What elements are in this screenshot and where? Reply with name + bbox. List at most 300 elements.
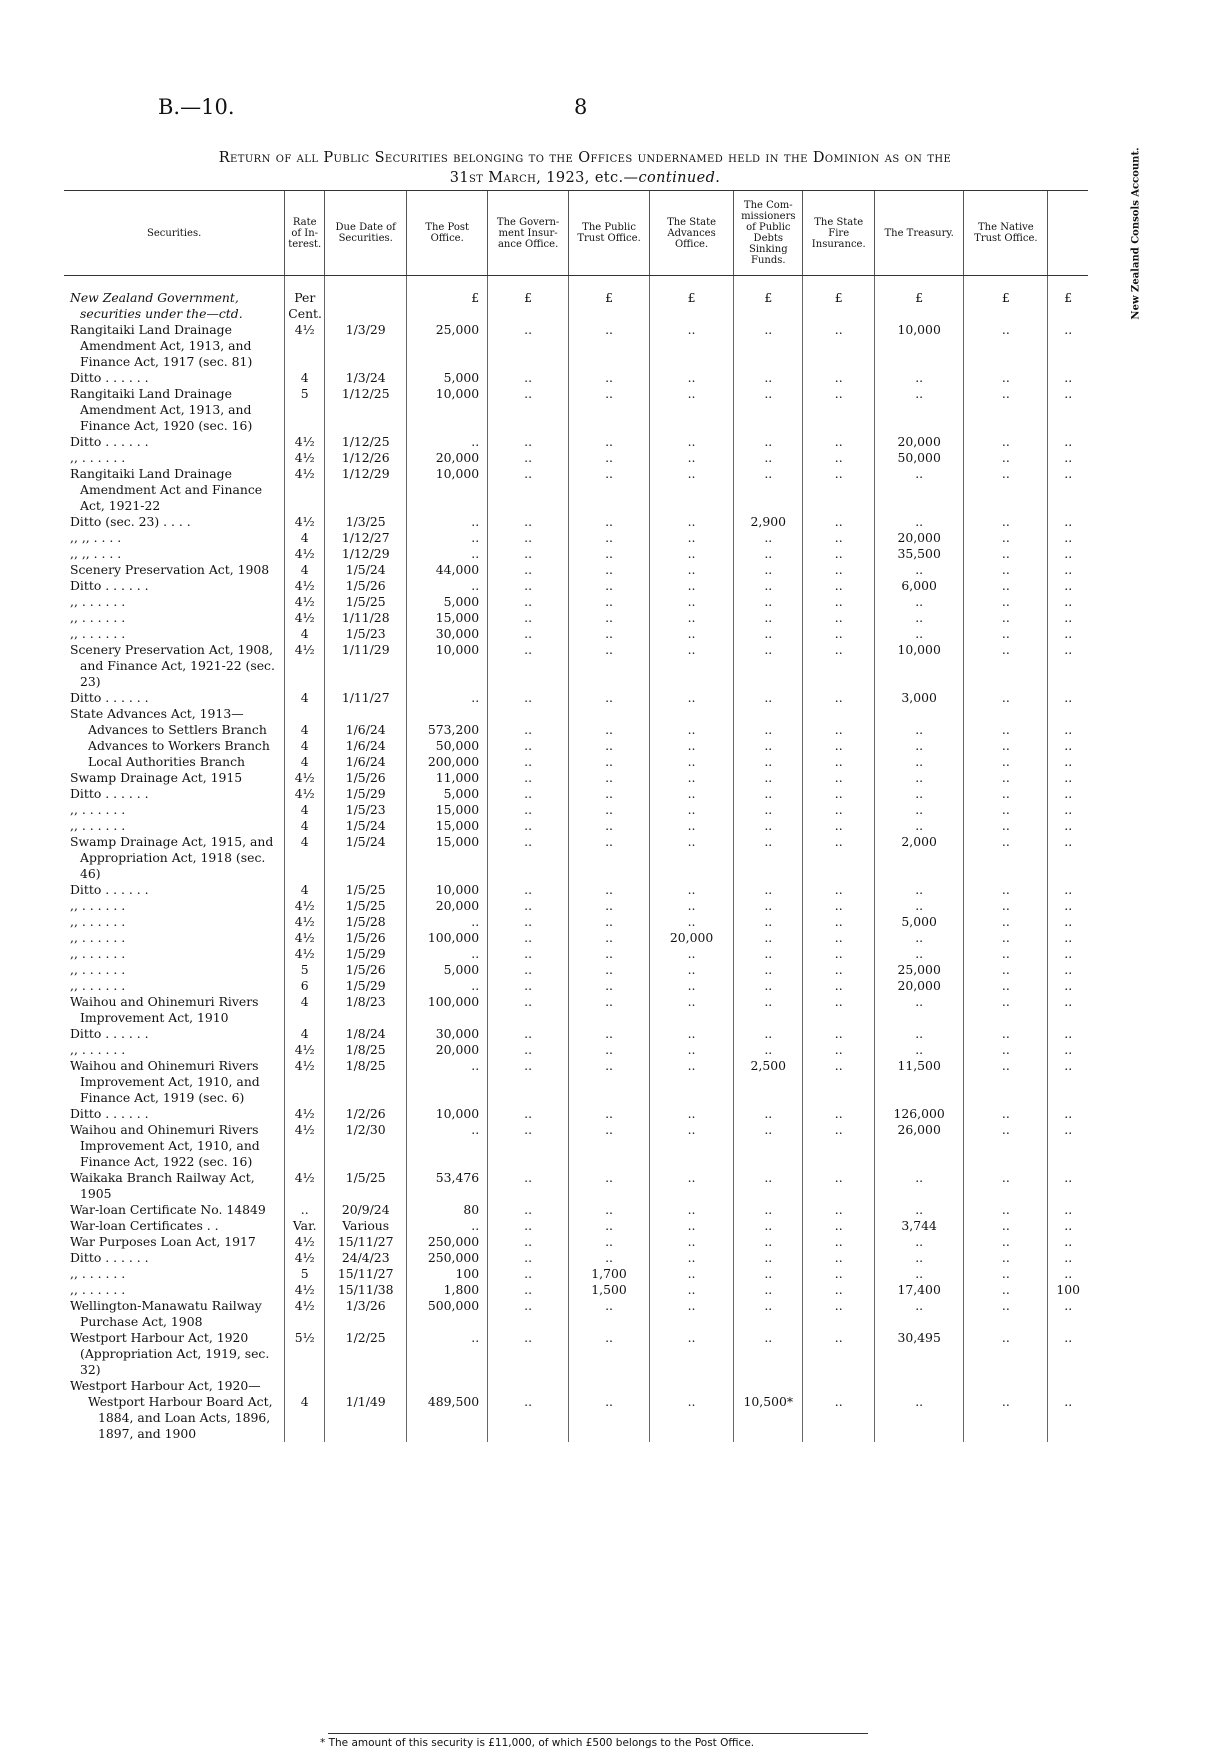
amount-cell: 10,000 — [407, 642, 488, 690]
security-name: Waihou and Ohinemuri Rivers Improvement Act, 1910 — [70, 994, 259, 1025]
due-date-cell: 1/8/25 — [325, 1058, 407, 1106]
amount-cell: .. — [964, 322, 1048, 370]
table-row — [64, 770, 1088, 786]
amount-cell: .. — [964, 722, 1048, 738]
rate-cell: 4 — [285, 690, 325, 706]
due-date-cell: 1/12/26 — [325, 450, 407, 466]
table-row — [64, 818, 1088, 834]
table-row — [64, 594, 1088, 610]
amount-cell: 20,000 — [874, 434, 963, 450]
amount-cell: .. — [650, 322, 734, 370]
amount-cell — [569, 706, 650, 722]
units-row — [64, 276, 1088, 323]
amount-cell — [734, 1378, 803, 1394]
security-name: Ditto . . . . . . — [70, 882, 149, 897]
amount-cell: .. — [650, 1106, 734, 1122]
amount-cell: .. — [964, 690, 1048, 706]
amount-cell: .. — [803, 626, 874, 642]
amount-cell: .. — [488, 1170, 569, 1202]
amount-cell: .. — [734, 1218, 803, 1234]
amount-cell: .. — [1048, 930, 1088, 946]
amount-cell: .. — [650, 786, 734, 802]
amount-cell: .. — [650, 370, 734, 386]
title-continued: continued. — [638, 170, 721, 186]
amount-cell: .. — [569, 914, 650, 930]
security-name: Ditto . . . . . . — [70, 1250, 149, 1265]
table-row — [64, 706, 1088, 722]
amount-cell: 26,000 — [874, 1122, 963, 1170]
amount-cell: .. — [488, 386, 569, 434]
amount-cell: .. — [734, 786, 803, 802]
amount-cell: .. — [488, 1250, 569, 1266]
amount-cell: .. — [650, 802, 734, 818]
amount-cell: .. — [569, 1042, 650, 1058]
amount-cell: .. — [1048, 1330, 1088, 1378]
amount-cell: .. — [650, 882, 734, 898]
due-date-cell: 1/5/25 — [325, 882, 407, 898]
amount-cell: 1,500 — [569, 1282, 650, 1298]
title-year: 1923, etc.— — [546, 170, 639, 186]
amount-cell: .. — [803, 834, 874, 882]
due-date-cell: 15/11/27 — [325, 1234, 407, 1250]
amount-cell: .. — [964, 1026, 1048, 1042]
amount-cell: .. — [803, 946, 874, 962]
table-row — [64, 386, 1088, 434]
amount-cell: .. — [734, 562, 803, 578]
amount-cell: .. — [569, 1026, 650, 1042]
amount-cell: 20,000 — [650, 930, 734, 946]
security-name: Scenery Preservation Act, 1908 — [70, 562, 270, 577]
security-name: State Advances Act, 1913— — [70, 706, 244, 721]
amount-cell: .. — [650, 450, 734, 466]
col-sinking-funds: The Com-missioners of Public Debts Sinking Funds. — [734, 191, 803, 276]
rate-cell: 4½ — [285, 786, 325, 802]
amount-cell: .. — [650, 514, 734, 530]
rate-cell: 4½ — [285, 1250, 325, 1266]
security-name: ,, . . . . . . — [70, 594, 126, 609]
rate-cell: 4½ — [285, 1122, 325, 1170]
amount-cell: .. — [1048, 1394, 1088, 1442]
amount-cell: .. — [874, 1170, 963, 1202]
unit-cell: £ — [569, 276, 650, 323]
amount-cell: .. — [488, 1058, 569, 1106]
page-title — [80, 148, 1090, 188]
amount-cell: .. — [488, 1106, 569, 1122]
due-date-cell: 1/5/24 — [325, 818, 407, 834]
amount-cell: .. — [734, 754, 803, 770]
table-row — [64, 898, 1088, 914]
amount-cell: .. — [650, 754, 734, 770]
due-date-cell: 1/5/28 — [325, 914, 407, 930]
amount-cell: 200,000 — [407, 754, 488, 770]
amount-cell: .. — [407, 978, 488, 994]
unit-cell: £ — [650, 276, 734, 323]
amount-cell: .. — [488, 546, 569, 562]
amount-cell: .. — [650, 1298, 734, 1330]
due-date-cell: 1/5/24 — [325, 834, 407, 882]
amount-cell: .. — [488, 1298, 569, 1330]
amount-cell: 15,000 — [407, 610, 488, 626]
amount-cell: 5,000 — [407, 370, 488, 386]
amount-cell: 35,500 — [874, 546, 963, 562]
amount-cell: .. — [569, 770, 650, 786]
rate-cell: 4 — [285, 818, 325, 834]
amount-cell: .. — [488, 450, 569, 466]
rate-cell: 4 — [285, 802, 325, 818]
rate-cell: 4½ — [285, 930, 325, 946]
amount-cell: .. — [1048, 1250, 1088, 1266]
security-name: Ditto . . . . . . — [70, 434, 149, 449]
amount-cell: .. — [1048, 370, 1088, 386]
amount-cell: .. — [734, 642, 803, 690]
security-name: ,, . . . . . . — [70, 978, 126, 993]
amount-cell: .. — [874, 466, 963, 514]
amount-cell: .. — [650, 466, 734, 514]
table-row — [64, 1026, 1088, 1042]
table-row — [64, 322, 1088, 370]
amount-cell: .. — [569, 1058, 650, 1106]
rate-cell — [285, 1378, 325, 1394]
table-row — [64, 722, 1088, 738]
amount-cell: .. — [874, 610, 963, 626]
amount-cell: .. — [488, 818, 569, 834]
amount-cell: .. — [569, 626, 650, 642]
table-row — [64, 1042, 1088, 1058]
due-date-cell: 15/11/27 — [325, 1266, 407, 1282]
amount-cell: .. — [1048, 530, 1088, 546]
amount-cell: .. — [803, 690, 874, 706]
amount-cell: .. — [569, 1394, 650, 1442]
rate-cell: 4 — [285, 562, 325, 578]
amount-cell: .. — [569, 610, 650, 626]
rate-cell: 4½ — [285, 1234, 325, 1250]
amount-cell: .. — [803, 994, 874, 1026]
security-name: Westport Harbour Act, 1920 (Appropriation Act, 1919, sec. 32) — [70, 1330, 270, 1377]
amount-cell: .. — [650, 1250, 734, 1266]
amount-cell: 3,744 — [874, 1218, 963, 1234]
amount-cell: .. — [803, 610, 874, 626]
amount-cell: .. — [964, 770, 1048, 786]
amount-cell — [964, 706, 1048, 722]
table-row — [64, 978, 1088, 994]
amount-cell: .. — [569, 994, 650, 1026]
amount-cell: .. — [964, 978, 1048, 994]
rate-cell: 5½ — [285, 1330, 325, 1378]
amount-cell: .. — [964, 1218, 1048, 1234]
amount-cell: 250,000 — [407, 1234, 488, 1250]
amount-cell: .. — [650, 562, 734, 578]
amount-cell: .. — [1048, 642, 1088, 690]
rate-cell: 4 — [285, 722, 325, 738]
amount-cell: .. — [734, 722, 803, 738]
rate-cell: 4½ — [285, 322, 325, 370]
amount-cell: .. — [1048, 786, 1088, 802]
amount-cell: .. — [569, 1170, 650, 1202]
amount-cell: .. — [1048, 610, 1088, 626]
col-consols — [1048, 146, 1142, 320]
amount-cell: 50,000 — [874, 450, 963, 466]
amount-cell: .. — [569, 1250, 650, 1266]
security-name: Swamp Drainage Act, 1915 — [70, 770, 243, 785]
amount-cell: .. — [650, 690, 734, 706]
amount-cell: .. — [569, 578, 650, 594]
security-name: War-loan Certificates . . — [70, 1218, 219, 1233]
col-rate: Rate of In-terest. — [285, 191, 325, 276]
amount-cell: .. — [803, 546, 874, 562]
rate-cell: 4 — [285, 530, 325, 546]
amount-cell: .. — [803, 562, 874, 578]
security-name: Ditto . . . . . . — [70, 1026, 149, 1041]
amount-cell: 10,500* — [734, 1394, 803, 1442]
security-name: Waihou and Ohinemuri Rivers Improvement Act, 1910, and Finance Act, 1919 (sec. 6) — [70, 1058, 260, 1105]
amount-cell: .. — [803, 386, 874, 434]
amount-cell: .. — [874, 1202, 963, 1218]
amount-cell: .. — [488, 1266, 569, 1282]
table-row — [64, 642, 1088, 690]
table-row — [64, 610, 1088, 626]
amount-cell: .. — [964, 914, 1048, 930]
amount-cell: 126,000 — [874, 1106, 963, 1122]
amount-cell: .. — [1048, 690, 1088, 706]
rate-cell: 5 — [285, 386, 325, 434]
security-name: ,, ,, . . . . — [70, 546, 122, 561]
amount-cell: .. — [874, 802, 963, 818]
amount-cell: .. — [488, 434, 569, 450]
amount-cell: .. — [964, 786, 1048, 802]
amount-cell: .. — [488, 930, 569, 946]
due-date-cell: 1/12/29 — [325, 466, 407, 514]
amount-cell: 25,000 — [407, 322, 488, 370]
amount-cell: .. — [803, 1234, 874, 1250]
security-name: Ditto . . . . . . — [70, 1106, 149, 1121]
amount-cell: .. — [650, 1394, 734, 1442]
amount-cell: 10,000 — [874, 642, 963, 690]
amount-cell: .. — [1048, 738, 1088, 754]
amount-cell: .. — [964, 834, 1048, 882]
amount-cell: .. — [803, 754, 874, 770]
amount-cell: 1,800 — [407, 1282, 488, 1298]
amount-cell: .. — [650, 434, 734, 450]
amount-cell: .. — [964, 882, 1048, 898]
amount-cell: 30,495 — [874, 1330, 963, 1378]
security-name: Scenery Preservation Act, 1908, and Finance Act, 1921-22 (sec. 23) — [70, 642, 275, 689]
due-date-cell — [325, 1378, 407, 1394]
amount-cell: .. — [650, 1058, 734, 1106]
rate-cell: 4½ — [285, 434, 325, 450]
amount-cell: .. — [734, 594, 803, 610]
security-name: ,, . . . . . . — [70, 450, 126, 465]
col-govt-insurance: The Govern-ment Insur-ance Office. — [488, 191, 569, 276]
rate-cell: 4½ — [285, 1282, 325, 1298]
amount-cell: .. — [407, 1058, 488, 1106]
amount-cell: .. — [803, 802, 874, 818]
security-name: Rangitaiki Land Drainage Amendment Act and Finance Act, 1921-22 — [70, 466, 263, 513]
due-date-cell: 1/11/28 — [325, 610, 407, 626]
amount-cell: .. — [803, 978, 874, 994]
due-date-cell: 1/8/23 — [325, 994, 407, 1026]
amount-cell: .. — [964, 754, 1048, 770]
amount-cell: .. — [1048, 882, 1088, 898]
amount-cell: .. — [650, 770, 734, 786]
col-due-date: Due Date of Securities. — [325, 191, 407, 276]
amount-cell: .. — [734, 578, 803, 594]
table-row — [64, 1250, 1088, 1266]
amount-cell: .. — [964, 1282, 1048, 1298]
amount-cell: .. — [569, 450, 650, 466]
security-name: ,, . . . . . . — [70, 946, 126, 961]
amount-cell: .. — [650, 1234, 734, 1250]
table-row — [64, 466, 1088, 514]
due-date-cell: 1/6/24 — [325, 738, 407, 754]
amount-cell: .. — [650, 1122, 734, 1170]
due-date-cell: 1/6/24 — [325, 722, 407, 738]
amount-cell: .. — [964, 1298, 1048, 1330]
amount-cell: .. — [1048, 962, 1088, 978]
amount-cell: .. — [407, 946, 488, 962]
rate-cell: 4 — [285, 738, 325, 754]
amount-cell: .. — [803, 594, 874, 610]
security-name: ,, . . . . . . — [70, 930, 126, 945]
security-name: ,, . . . . . . — [70, 626, 126, 641]
amount-cell: .. — [803, 1026, 874, 1042]
amount-cell: .. — [734, 898, 803, 914]
amount-cell: 10,000 — [407, 1106, 488, 1122]
due-date-cell — [325, 706, 407, 722]
amount-cell: .. — [488, 610, 569, 626]
amount-cell — [964, 1378, 1048, 1394]
amount-cell: .. — [734, 1298, 803, 1330]
due-date-cell: 1/2/25 — [325, 1330, 407, 1378]
amount-cell: .. — [803, 450, 874, 466]
security-name: Ditto . . . . . . — [70, 370, 149, 385]
col-post-office: The Post Office. — [407, 191, 488, 276]
amount-cell: .. — [488, 322, 569, 370]
amount-cell: .. — [569, 738, 650, 754]
security-name: War Purposes Loan Act, 1917 — [70, 1234, 256, 1249]
amount-cell: .. — [803, 930, 874, 946]
amount-cell: .. — [650, 818, 734, 834]
due-date-cell: 1/5/26 — [325, 962, 407, 978]
amount-cell: .. — [734, 466, 803, 514]
rate-cell: 5 — [285, 962, 325, 978]
amount-cell: .. — [874, 818, 963, 834]
amount-cell: .. — [964, 514, 1048, 530]
amount-cell: .. — [569, 1218, 650, 1234]
amount-cell: .. — [488, 562, 569, 578]
rate-cell: 4 — [285, 1394, 325, 1442]
amount-cell — [803, 706, 874, 722]
amount-cell: .. — [1048, 722, 1088, 738]
amount-cell: 5,000 — [874, 914, 963, 930]
amount-cell — [1048, 706, 1088, 722]
amount-cell: 3,000 — [874, 690, 963, 706]
rate-cell: 4½ — [285, 450, 325, 466]
amount-cell: .. — [569, 1122, 650, 1170]
amount-cell: .. — [407, 546, 488, 562]
amount-cell: 20,000 — [407, 1042, 488, 1058]
amount-cell: .. — [1048, 1042, 1088, 1058]
security-name: Wellington-Manawatu Railway Purchase Act, 1908 — [70, 1298, 262, 1329]
amount-cell: 489,500 — [407, 1394, 488, 1442]
amount-cell: .. — [874, 770, 963, 786]
amount-cell: 10,000 — [407, 882, 488, 898]
amount-cell: .. — [964, 434, 1048, 450]
rate-cell: 6 — [285, 978, 325, 994]
amount-cell: .. — [803, 898, 874, 914]
due-date-cell: 1/5/29 — [325, 978, 407, 994]
security-name: Swamp Drainage Act, 1915, and Appropriation Act, 1918 (sec. 46) — [70, 834, 274, 881]
due-date-cell: 1/1/49 — [325, 1394, 407, 1442]
amount-cell: .. — [964, 562, 1048, 578]
amount-cell: .. — [569, 1298, 650, 1330]
amount-cell: .. — [1048, 978, 1088, 994]
amount-cell: .. — [569, 1330, 650, 1378]
amount-cell: .. — [650, 914, 734, 930]
due-date-cell: 1/5/26 — [325, 770, 407, 786]
due-date-cell: 20/9/24 — [325, 1202, 407, 1218]
amount-cell: .. — [964, 370, 1048, 386]
amount-cell: .. — [734, 978, 803, 994]
amount-cell: .. — [1048, 1026, 1088, 1042]
amount-cell: .. — [803, 466, 874, 514]
amount-cell: .. — [1048, 562, 1088, 578]
security-name: Westport Harbour Board Act, 1884, and Loan Acts, 1896, 1897, and 1900 — [88, 1394, 273, 1441]
amount-cell: .. — [803, 1266, 874, 1282]
amount-cell: .. — [488, 578, 569, 594]
table-row — [64, 530, 1088, 546]
amount-cell: .. — [407, 530, 488, 546]
due-date-cell: 1/2/30 — [325, 1122, 407, 1170]
table-row — [64, 1218, 1088, 1234]
amount-cell: .. — [650, 722, 734, 738]
amount-cell: .. — [407, 514, 488, 530]
amount-cell: 500,000 — [407, 1298, 488, 1330]
rate-cell: .. — [285, 1202, 325, 1218]
amount-cell: .. — [874, 738, 963, 754]
table-row — [64, 370, 1088, 386]
amount-cell: .. — [1048, 434, 1088, 450]
amount-cell — [874, 1378, 963, 1394]
amount-cell: .. — [734, 802, 803, 818]
amount-cell: 5,000 — [407, 786, 488, 802]
due-date-cell: 1/12/27 — [325, 530, 407, 546]
amount-cell: .. — [964, 818, 1048, 834]
rate-cell: 4 — [285, 834, 325, 882]
amount-cell: .. — [874, 898, 963, 914]
rate-cell: 4½ — [285, 642, 325, 690]
amount-cell: .. — [407, 434, 488, 450]
amount-cell: 53,476 — [407, 1170, 488, 1202]
amount-cell: 100 — [1048, 1282, 1088, 1298]
amount-cell: .. — [734, 450, 803, 466]
amount-cell: .. — [874, 370, 963, 386]
rate-cell: 4½ — [285, 594, 325, 610]
amount-cell: .. — [964, 1250, 1048, 1266]
security-name: ,, . . . . . . — [70, 1282, 126, 1297]
due-date-cell: 1/5/25 — [325, 1170, 407, 1202]
amount-cell: .. — [1048, 450, 1088, 466]
rate-cell: 4 — [285, 994, 325, 1026]
amount-cell: .. — [488, 1026, 569, 1042]
amount-cell: .. — [964, 610, 1048, 626]
amount-cell: .. — [569, 594, 650, 610]
due-date-cell: 1/5/29 — [325, 786, 407, 802]
footnote-rule — [328, 1733, 868, 1734]
due-date-cell: 1/5/29 — [325, 946, 407, 962]
amount-cell: .. — [650, 578, 734, 594]
title-line-1: Return of all Public Securities belonging to the Offices undernamed held in the Dominion as on the — [218, 150, 952, 166]
amount-cell: 10,000 — [407, 386, 488, 434]
